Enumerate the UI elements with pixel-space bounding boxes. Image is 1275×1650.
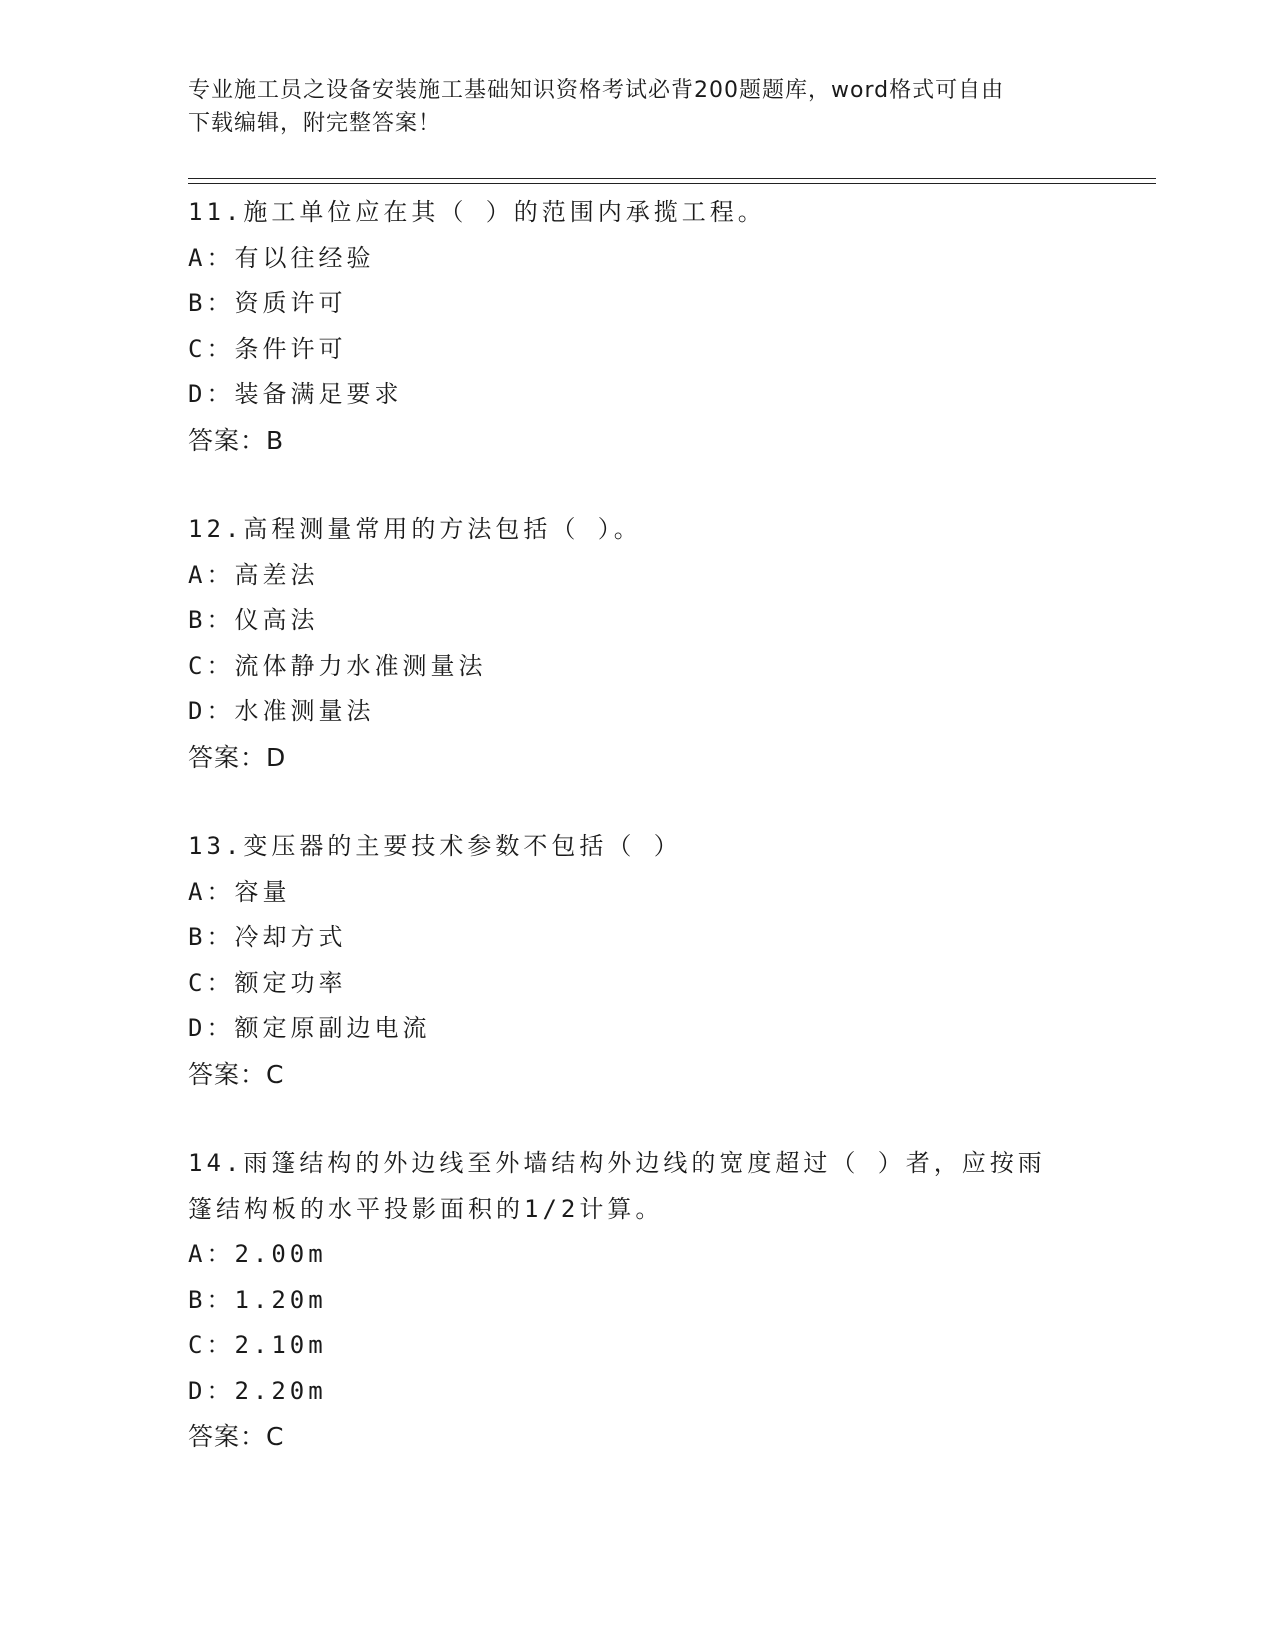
question-11	[188, 190, 1088, 463]
question-14	[188, 1141, 1088, 1460]
header-line-1: 专业施工员之设备安装施工基础知识资格考试必背200题题库，word格式可自由	[188, 78, 1005, 103]
option-c: C：额定功率	[188, 968, 347, 997]
option-d: D：水准测量法	[188, 697, 375, 725]
question-stem-continued: 篷结构板的水平投影面积的1/2计算。	[188, 1194, 664, 1223]
question-stem: 13.变压器的主要技术参数不包括（ ）	[188, 832, 682, 860]
option-a: A：容量	[188, 877, 291, 906]
answer: 答案：B	[188, 425, 285, 455]
option-b: B：1.20m	[188, 1285, 327, 1314]
option-c: C：条件许可	[188, 334, 347, 363]
header-divider-bottom	[188, 183, 1156, 184]
question-stem: 11.施工单位应在其（ ）的范围内承揽工程。	[188, 198, 766, 226]
answer: 答案：C	[188, 1059, 285, 1089]
header-line-2: 下载编辑，附完整答案！	[188, 111, 442, 136]
question-13	[188, 824, 1088, 1097]
question-stem: 12.高程测量常用的方法包括（ ）。	[188, 515, 642, 543]
answer: 答案：C	[188, 1422, 285, 1451]
question-stem: 14.雨篷结构的外边线至外墙结构外边线的宽度超过（ ）者，应按雨	[188, 1149, 1046, 1177]
option-b: B：冷却方式	[188, 923, 347, 951]
option-c: C：2.10m	[188, 1331, 327, 1359]
option-a: A：2.00m	[188, 1240, 327, 1268]
question-list	[188, 190, 1088, 1460]
header-divider-top	[188, 178, 1156, 179]
answer: 答案：D	[188, 742, 287, 772]
question-12	[188, 507, 1088, 780]
option-d: D：额定原副边电流	[188, 1014, 431, 1042]
option-c: C：流体静力水准测量法	[188, 651, 487, 680]
document-header	[188, 74, 1088, 140]
option-d: D：2.20m	[188, 1376, 327, 1405]
option-d: D：装备满足要求	[188, 380, 403, 408]
option-b: B：资质许可	[188, 289, 347, 317]
option-a: A：有以往经验	[188, 243, 375, 272]
option-b: B：仪高法	[188, 606, 319, 634]
option-a: A：高差法	[188, 560, 319, 589]
